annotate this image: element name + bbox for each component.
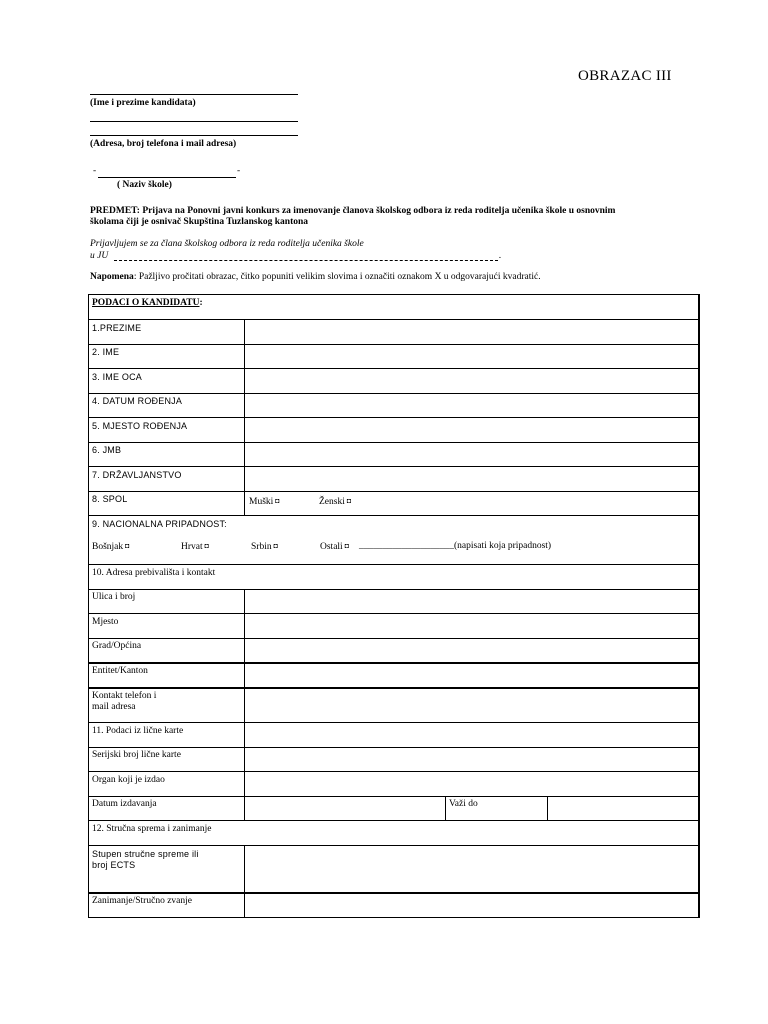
option-hrvat[interactable]: Hrvat ◘ — [181, 542, 209, 552]
row-licna-section — [89, 723, 698, 748]
label-kontakt: Kontakt telefon i mail adresa — [92, 691, 157, 712]
note-label: Napomena — [90, 272, 134, 282]
label-spol: 8. SPOL — [92, 494, 128, 504]
input-vazi-do[interactable] — [548, 796, 698, 820]
input-entitet[interactable] — [245, 663, 698, 687]
input-datum-izdavanja[interactable] — [245, 796, 445, 820]
label-ulica: Ulica i broj — [92, 592, 136, 602]
input-ulica[interactable] — [245, 589, 698, 613]
note — [90, 272, 700, 283]
declaration-prefix: u JU — [90, 251, 109, 261]
label-licna-section: 11. Podaci iz lične karte — [92, 726, 184, 736]
label-datum-izdavanja: Datum izdavanja — [92, 799, 157, 809]
section-row-strucna — [89, 821, 698, 846]
row-organ — [89, 772, 698, 797]
label-grad: Grad/Općina — [92, 641, 142, 651]
row-datum-izdavanja — [89, 796, 698, 821]
row-zanimanje — [89, 893, 698, 917]
label-entitet: Entitet/Kanton — [92, 666, 148, 676]
note-text: : Pažljivo pročitati obrazac, čitko popuniti velikim slovima i označiti oznakom X u odgovarajući kvadratić. — [133, 272, 541, 282]
label-stepen: Stupen stručne spreme ili broj ECTS — [92, 849, 199, 870]
row-ime-oca — [89, 369, 698, 394]
label-ime-oca: 3. IME OCA — [92, 372, 143, 382]
label-serijski: Serijski broj lične karte — [92, 750, 181, 760]
option-bosnjak[interactable]: Bošnjak ◘ — [92, 542, 130, 552]
input-ime[interactable] — [245, 344, 698, 368]
label-vazi-do: Važi do — [449, 799, 478, 809]
label-drzavljanstvo: 7. DRŽAVLJANSTVO — [92, 470, 182, 480]
subject-paragraph — [90, 206, 690, 228]
section-candidate-label: PODACI O KANDIDATU: — [92, 298, 203, 308]
label-nacionalna: 9. NACIONALNA PRIPADNOST: — [92, 519, 227, 529]
checkbox-icon[interactable]: ◘ — [204, 542, 209, 550]
checkbox-icon[interactable]: ◘ — [344, 542, 349, 550]
school-caption: ( Naziv škole) — [117, 180, 172, 190]
column-divider — [244, 491, 245, 515]
address-caption: (Adresa, broj telefona i mail adresa) — [90, 139, 237, 149]
row-datum-rodjenja — [89, 393, 698, 418]
school-name-dotted-line[interactable] — [114, 260, 498, 261]
input-drzavljanstvo[interactable] — [245, 467, 698, 491]
row-grad — [89, 638, 698, 664]
row-mjesto — [89, 614, 698, 639]
name-caption: (Ime i prezime kandidata) — [90, 98, 196, 108]
address-line-2[interactable] — [90, 135, 298, 136]
checkbox-icon[interactable]: ◘ — [346, 497, 352, 505]
option-zensko[interactable]: Ženski ◘ — [319, 497, 352, 507]
row-spol — [89, 491, 698, 516]
row-prezime — [89, 320, 698, 345]
option-ostali[interactable]: Ostali ◘ — [320, 542, 349, 552]
input-prezime[interactable] — [245, 320, 698, 344]
label-jmb: 6. JMB — [92, 445, 122, 455]
declaration-suffix: . — [499, 251, 502, 261]
row-ulica — [89, 589, 698, 614]
checkbox-icon[interactable]: ◘ — [273, 542, 278, 550]
input-organ[interactable] — [245, 772, 698, 796]
option-musko[interactable]: Muški ◘ — [249, 497, 280, 507]
declaration-line1: Prijavljujem se za člana školskog odbora iz reda roditelja učenika škole — [90, 239, 364, 249]
row-entitet — [89, 663, 698, 689]
input-mjesto[interactable] — [245, 614, 698, 638]
section-adresa-label: 10. Adresa prebivališta i kontakt — [92, 568, 216, 578]
address-line-1[interactable] — [90, 121, 298, 122]
ostali-hint: (napisati koja pripadnost) — [454, 541, 552, 551]
label-organ: Organ koji je izdao — [92, 775, 165, 785]
checkbox-icon[interactable]: ◘ — [125, 542, 130, 550]
row-nacionalna — [89, 516, 698, 565]
row-kontakt — [89, 688, 698, 723]
input-grad[interactable] — [245, 638, 698, 662]
subject-label: PREDMET — [90, 206, 137, 216]
option-srbin[interactable]: Srbin ◘ — [251, 542, 278, 552]
ostali-input-line[interactable]: ____________________ — [359, 541, 454, 551]
section-strucna-label: 12. Stručna sprema i zanimanje — [92, 824, 212, 834]
label-mjesto: Mjesto — [92, 617, 119, 627]
row-drzavljanstvo — [89, 467, 698, 492]
row-jmb — [89, 442, 698, 467]
row-mjesto-rodjenja — [89, 418, 698, 443]
name-line[interactable] — [90, 94, 298, 95]
school-dash-left: - — [93, 166, 97, 176]
column-divider — [445, 796, 446, 820]
input-mjesto-rodjenja[interactable] — [245, 418, 698, 442]
form-title: OBRAZAC III — [578, 68, 672, 84]
section-row-candidate — [89, 295, 698, 320]
input-kontakt[interactable] — [245, 688, 698, 722]
input-stepen[interactable] — [245, 846, 698, 892]
input-licna[interactable] — [245, 723, 698, 747]
label-ime: 2. IME — [92, 347, 120, 357]
checkbox-icon[interactable]: ◘ — [275, 497, 280, 505]
row-ime — [89, 344, 698, 369]
input-jmb[interactable] — [245, 442, 698, 466]
input-zanimanje[interactable] — [245, 893, 698, 917]
label-zanimanje: Zanimanje/Stručno zvanje — [92, 896, 192, 906]
row-stepen — [89, 846, 698, 894]
subject-text-line2: školama čiji je osnivač Skupština Tuzlanskog kantona — [90, 217, 309, 227]
section-row-adresa — [89, 565, 698, 590]
label-datum-rodjenja: 4. DATUM ROĐENJA — [92, 396, 183, 406]
candidate-data-table — [88, 294, 700, 918]
school-line[interactable] — [98, 177, 236, 178]
label-mjesto-rodjenja: 5. MJESTO ROĐENJA — [92, 421, 188, 431]
input-ime-oca[interactable] — [245, 369, 698, 393]
school-dash-right: - — [237, 166, 241, 176]
input-serijski[interactable] — [245, 747, 698, 771]
row-serijski — [89, 747, 698, 772]
input-datum-rodjenja[interactable] — [245, 393, 698, 417]
label-prezime: 1.PREZIME — [92, 323, 142, 333]
subject-text-line1: : Prijava na Ponovni javni konkurs za imenovanje članova školskog odbora iz reda roditelja učenika škole u osnovnim — [136, 206, 616, 216]
